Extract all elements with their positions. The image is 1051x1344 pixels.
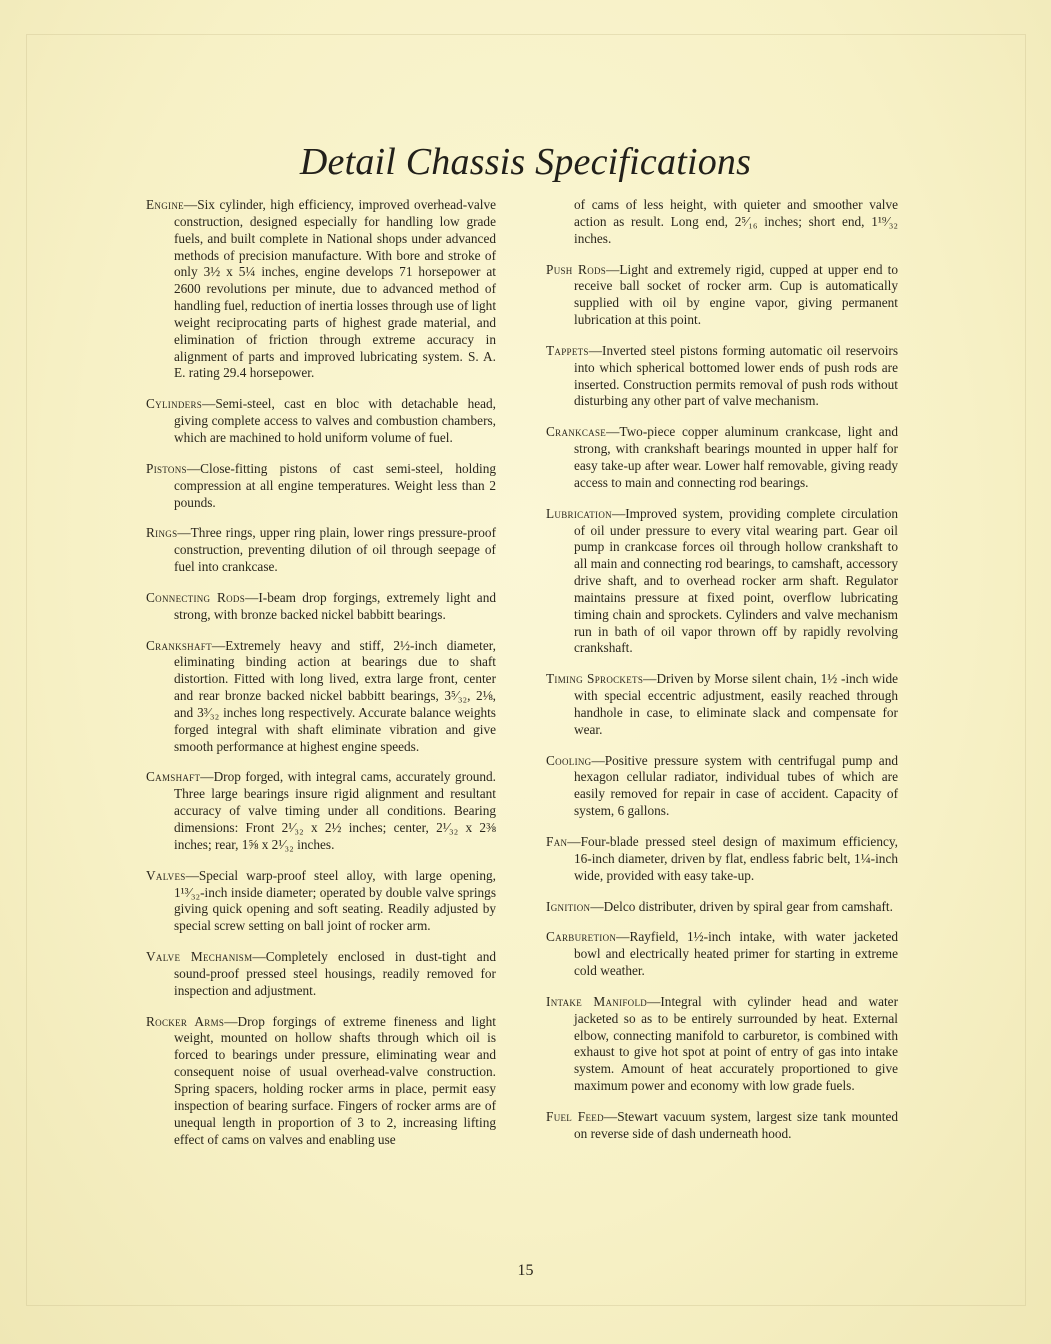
spec-term: Pistons bbox=[146, 460, 187, 476]
spec-term: Valve Mechanism bbox=[146, 949, 253, 965]
spec-term: Timing Sprockets bbox=[546, 671, 644, 687]
spec-text: —Light and extremely rigid, cupped at upper end to receive ball socket of rocker arm. Cup is automatically supplied with oil by engine vapor, giving permanent lubrication at this point. bbox=[574, 261, 898, 328]
spec-camshaft bbox=[146, 769, 496, 853]
spec-term: Engine bbox=[146, 197, 184, 212]
spec-term: Cooling bbox=[546, 752, 592, 768]
spec-term: Rings bbox=[146, 525, 178, 541]
spec-term: Ignition bbox=[546, 898, 591, 914]
spec-timing-sprockets bbox=[546, 671, 898, 738]
spec-text: —Delco distributer, driven by spiral gear from camshaft. bbox=[590, 898, 893, 914]
spec-term: Crankshaft bbox=[146, 637, 212, 653]
spec-fan bbox=[546, 834, 898, 885]
spec-text: —Close-fitting pistons of cast semi-steel, holding compression at all engine temperatures. Weight less than 2 pounds. bbox=[174, 460, 496, 510]
spec-term: Tappets bbox=[546, 342, 589, 358]
spec-text: —Positive pressure system with centrifugal pump and hexagon cellular radiator, individual tubes of which are easily removed for repair in case of accident. Capacity of system, 6 gallons. bbox=[574, 752, 898, 819]
spec-carburetion bbox=[546, 929, 898, 980]
spec-intake-manifold bbox=[546, 994, 898, 1095]
spec-term: Carburetion bbox=[546, 929, 617, 945]
spec-text: —Driven by Morse silent chain, 1½ -inch wide with special eccentric adjustment, easily reached through handhole in case, to eliminate slack and compensate for wear. bbox=[574, 671, 898, 737]
spec-lubrication bbox=[546, 506, 898, 658]
spec-term: Rocker Arms bbox=[146, 1013, 225, 1029]
spec-fuel-feed bbox=[546, 1109, 898, 1143]
spec-term: Fuel Feed bbox=[546, 1108, 604, 1124]
spec-term: Connecting Rods bbox=[146, 589, 246, 605]
spec-text: —Four-blade pressed steel design of maximum efficiency, 16-inch diameter, driven by flat, endless fabric belt, 1¼-inch wide, provided with easy take-up. bbox=[567, 834, 898, 883]
spec-text: —Drop forged, with integral cams, accurately ground. Three large bearings insure rigid alignment and resultant accuracy of valve timing under all conditions. Bearing dimensions: Front 2¹⁄₃₂ x 2½ inches; center, 2¹⁄₃₂ x 2⅜ inches; rear, 1⅝ x 2¹⁄₃₂ inches. bbox=[174, 769, 496, 852]
spec-cooling bbox=[546, 753, 898, 820]
spec-crankcase bbox=[546, 424, 898, 491]
spec-rocker-arms-continued: of cams of less height, with quieter and smoother valve action as result. Long end, 2⁵⁄₁₆ inches; short end, 1¹⁹⁄₃₂ inches. bbox=[574, 197, 898, 246]
spec-text: —Drop forgings of extreme fineness and light weight, mounted on hollow shafts through which oil is forced to bearings under pressure, eliminating wear and consequent noise of usual overhead-valve construction. Spring spacers, holding rocker arms in place, permit easy inspection of bearing surface. Fingers of rocker arms are of unequal length in proportion of 3 to 2, increasing lifting effect of cams on valves and enabling use bbox=[174, 1013, 497, 1147]
spec-valve-mechanism bbox=[146, 949, 496, 1000]
spec-ignition bbox=[546, 899, 898, 916]
spec-push-rods bbox=[546, 262, 898, 329]
spec-term: Intake Manifold bbox=[546, 993, 648, 1009]
spec-term: Push Rods bbox=[546, 261, 607, 277]
spec-crankshaft bbox=[146, 638, 496, 756]
spec-term: Lubrication bbox=[546, 505, 612, 521]
right-column bbox=[546, 197, 898, 1157]
spec-valves bbox=[146, 868, 496, 935]
spec-text: —Two-piece copper aluminum crankcase, light and strong, with crankshaft bearings mounted in upper half for easy take-up after wear. Lower half removable, giving ready access to main and connecting rod bearings. bbox=[574, 424, 898, 490]
left-column bbox=[146, 197, 496, 1162]
spec-cylinders bbox=[146, 396, 496, 447]
spec-text: —Extremely heavy and stiff, 2½-inch diameter, eliminating binding action at bearings due to shaft distortion. Fitted with long lived, extra large front, center and rear bronze backed nickel babbitt bearings, 3⁵⁄₃₂, 2⅛, and 3³⁄₃₂ inches long respectively. Accurate balance weights forged integral with shaft eliminate vibration and give smooth performance at highest engine speeds. bbox=[174, 637, 496, 754]
spec-term: Camshaft bbox=[146, 769, 201, 785]
page-number: 15 bbox=[517, 1262, 534, 1279]
spec-term: Fan bbox=[546, 834, 568, 849]
spec-term: Valves bbox=[146, 867, 186, 883]
spec-pistons bbox=[146, 461, 496, 512]
spec-rocker-arms bbox=[146, 1014, 496, 1149]
spec-text: —Improved system, providing complete circulation of oil under pressure to every vital wearing part. Gear oil pump in crankcase forces oil through hollow crankshaft to all main and connecting rod bearings, to camshaft, accessory drive shaft, and to overhead rocker arm shaft. Regulator maintains pressure at fixed point, overflow lubricating timing chain and sprockets. Cylinders and valve mechanism run in bath of oil vapor thrown off by rapidly revolving crankshaft. bbox=[574, 505, 898, 656]
spec-text: —Rayfield, 1½-inch intake, with water jacketed bowl and electrically heated primer for starting in extreme cold weather. bbox=[574, 929, 898, 979]
spec-rings bbox=[146, 525, 496, 576]
spec-term: Crankcase bbox=[546, 424, 607, 440]
spec-text: —Three rings, upper ring plain, lower rings pressure-proof construction, preventing dilution of oil through seepage of fuel into crankcase. bbox=[174, 525, 496, 575]
spec-text: —Semi-steel, cast en bloc with detachable head, giving complete access to valves and combustion chambers, which are machined to hold uniform volume of fuel. bbox=[174, 396, 496, 445]
spec-term: Cylinders bbox=[146, 396, 203, 412]
page-title: Detail Chassis Specifications bbox=[299, 141, 752, 183]
spec-text: —I-beam drop forgings, extremely light and strong, with bronze backed nickel babbitt bearings. bbox=[174, 589, 497, 622]
spec-text: —Six cylinder, high efficiency, improved overhead-valve construction, designed especially for handling low grade fuels, and built complete in National shops under advanced methods of precision manufacture. With bore and stroke of only 3½ x 5¼ inches, engine develops 71 horsepower at 2600 revolutions per minute, due to advanced method of handling fuel, reduction of inertia losses through use of light weight reciprocating parts of highest grade material, and elimination of friction through extreme accuracy in alignment of parts and improved lubricating system. S. A. E. rating 29.4 horsepower. bbox=[174, 197, 497, 381]
spec-connecting-rods bbox=[146, 590, 496, 624]
spec-tappets bbox=[546, 343, 898, 410]
spec-text: —Integral with cylinder head and water jacketed so as to be entirely surrounded by heat. External elbow, connecting manifold to carburetor, is combined with exhaust to give hot spot at point of entry of gas into intake system. Amount of heat accurately proportioned to give maximum power and economy with low grade fuels. bbox=[574, 993, 898, 1094]
spec-text: —Stewart vacuum system, largest size tank mounted on reverse side of dash underneath hood. bbox=[574, 1108, 898, 1141]
spec-text: —Special warp-proof steel alloy, with large opening, 1¹³⁄₃₂-inch inside diameter; operated by double valve springs giving quick opening and soft seating. Readily adjusted by special screw setting on ball joint of rocker arm. bbox=[174, 867, 496, 934]
spec-text: —Completely enclosed in dust-tight and sound-proof pressed steel housings, readily removed for inspection and adjustment. bbox=[174, 949, 497, 998]
spec-text: —Inverted steel pistons forming automatic oil reservoirs into which spherical bottomed lower ends of push rods are inserted. Construction permits removal of push rods without disturbing any other part of valve mechanism. bbox=[574, 342, 898, 409]
spec-engine bbox=[146, 197, 496, 382]
